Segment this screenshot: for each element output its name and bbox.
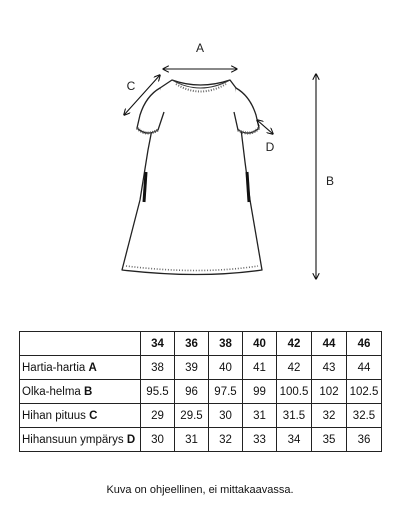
- measurement-name: Hihansuun ympärys: [22, 433, 124, 446]
- size-header: 36: [175, 332, 209, 356]
- table-cell: 95.5: [141, 380, 175, 404]
- table-cell: 29: [141, 404, 175, 428]
- measurement-code: C: [89, 409, 98, 422]
- size-header: 46: [347, 332, 382, 356]
- table-cell: 32: [209, 428, 243, 452]
- table-cell: 100.5: [277, 380, 312, 404]
- table-cell: 31: [175, 428, 209, 452]
- size-header-row: [20, 332, 382, 356]
- measurement-name: Hihan pituus: [22, 409, 86, 422]
- row-label: [20, 356, 141, 380]
- table-cell: 29.5: [175, 404, 209, 428]
- table-cell: 43: [312, 356, 347, 380]
- table-cell: 96: [175, 380, 209, 404]
- table-cell: 36: [347, 428, 382, 452]
- size-header: 38: [209, 332, 243, 356]
- table-cell: 102: [312, 380, 347, 404]
- table-cell: 32: [312, 404, 347, 428]
- table-cell: 102.5: [347, 380, 382, 404]
- header-corner-cell: [20, 332, 141, 356]
- table-row: [20, 380, 382, 404]
- size-header: 40: [243, 332, 277, 356]
- right-sleeve: [234, 88, 259, 133]
- table-cell: 30: [209, 404, 243, 428]
- table-cell: 41: [243, 356, 277, 380]
- dimension-a-label: A: [195, 41, 205, 55]
- table-cell: 42: [277, 356, 312, 380]
- table-cell: 40: [209, 356, 243, 380]
- table-cell: 34: [277, 428, 312, 452]
- table-cell: 44: [347, 356, 382, 380]
- table-cell: 31: [243, 404, 277, 428]
- left-pocket: [144, 172, 146, 202]
- size-header: 42: [277, 332, 312, 356]
- table-cell: 30: [141, 428, 175, 452]
- table-cell: 31.5: [277, 404, 312, 428]
- row-label: [20, 380, 141, 404]
- table-cell: 99: [243, 380, 277, 404]
- right-pocket: [247, 172, 249, 202]
- table-row: [20, 404, 382, 428]
- table-cell: 38: [141, 356, 175, 380]
- table-cell: 97.5: [209, 380, 243, 404]
- size-chart-table: [19, 331, 382, 452]
- measurement-name: Hartia-hartia: [22, 361, 86, 374]
- dimension-c-label: C: [126, 79, 136, 93]
- table-cell: 33: [243, 428, 277, 452]
- measurement-code: B: [84, 385, 93, 398]
- row-label: [20, 428, 141, 452]
- table-cell: 35: [312, 428, 347, 452]
- size-header: 34: [141, 332, 175, 356]
- measurement-code: A: [88, 361, 97, 374]
- size-header: 44: [312, 332, 347, 356]
- table-row: [20, 428, 382, 452]
- dimension-b-label: B: [325, 174, 335, 188]
- dimension-d-label: D: [265, 140, 275, 154]
- measurement-code: D: [126, 433, 136, 446]
- row-label: [20, 404, 141, 428]
- caption: Kuva on ohjeellinen, ei mittakaavassa.: [106, 484, 294, 496]
- table-cell: 39: [175, 356, 209, 380]
- measurement-name: Olka-helma: [22, 385, 81, 398]
- table-row: [20, 356, 382, 380]
- table-cell: 32.5: [347, 404, 382, 428]
